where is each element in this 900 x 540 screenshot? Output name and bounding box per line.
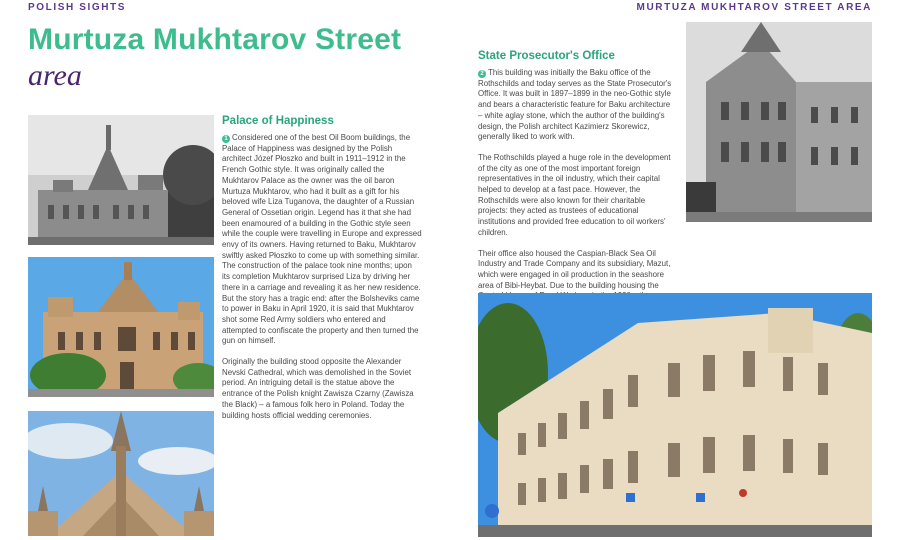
prosecutor-paragraph-3: Their office also housed the Caspian-Black Sea Oil Industry and Trade Company and its subsidiary, Mazut, which were engaged in oil production in the seashore area of Bibi-Heybat. Due to the building housing the [478, 248, 671, 290]
page-subtitle: area [28, 59, 82, 92]
prosecutor-historic-photo [686, 22, 872, 222]
prosecutor-color-photo [478, 293, 872, 537]
palace-historic-photo [28, 115, 214, 245]
prosecutor-paragraph-1 [478, 68, 676, 143]
palace-paragraph-1-text: Considered one of the best Oil Boom buildings, the Palace of Happiness was designed by the Polish architect Józef Płoszko and built in 1911–1912 in the French Gothic style. It was originally called the Mukhtarov Palace as the owner was the oil baron Murtuza Mukhtarov, who had it built as a gift for his beloved wife Liza Tuganova, the daughter of a Russian General of Ossetian origin. Legend has it that she had been enamoured of a building in the Gothic style seen while the couple were travelling in Europe and expressed envy of its owners. Having returned to Baku, Mukhtarov swiftly asked Płoszko to come up with something similar. The construction of the palace took nine months; upon its completion Mukhtarov surprised Liza by driving her there in a carriage and revealing it as her new residence. But the story has a tragic end: after the Bolsheviks came to power in Baku in April 1920, it is said that Mukhtarov shot some Red Army soldiers who entered and attempted to confiscate the property and then turned the gun on himself. [222, 133, 422, 346]
prosecutor-paragraph-2: The Rothschilds played a huge role in the development of the city as one of the most important foreign representatives in the oil industry, which their capital helped to develop at a fast pace. However, the Rothschilds were also known for their charitable projects: they acted as trustees of educational institutions and provided free education to oil workers' children. [478, 152, 671, 237]
page-topic-label: MURTUZA MUKHTAROV STREET AREA [636, 2, 872, 13]
page-title: Murtuza Mukhtarov Street [28, 23, 402, 56]
prosecutor-heading: State Prosecutor's Office [478, 50, 615, 62]
palace-color-photo [28, 257, 214, 397]
palace-spire-photo [28, 411, 214, 536]
number-badge: 2 [478, 70, 486, 78]
prosecutor-paragraph-1-text: This building was initially the Baku office of the Rothschilds and today serves as the State Prosecutor's Office. It was built in 1897–1899 in the neo-Gothic style and bears a characteristic feature for Baku architecture – white aglay stone, which the author of the building's design, the Polish architect Kazimierz Skorewicz, generally liked to work with. [478, 68, 672, 142]
palace-paragraph-1 [222, 133, 422, 347]
section-label: POLISH SIGHTS [28, 2, 127, 13]
number-badge: 1 [222, 135, 230, 143]
palace-paragraph-2: Originally the building stood opposite the Alexander Nevski Cathedral, which was demolished in the Soviet period. An intriguing detail is the statue above the entrance of the Polish knight Zawisza Czarny (Zawisza the Black) – a famous folk hero in Poland. Today the building hosts official wedding ceremonies. [222, 357, 414, 420]
palace-text [222, 133, 422, 431]
palace-heading: Palace of Happiness [222, 115, 334, 127]
